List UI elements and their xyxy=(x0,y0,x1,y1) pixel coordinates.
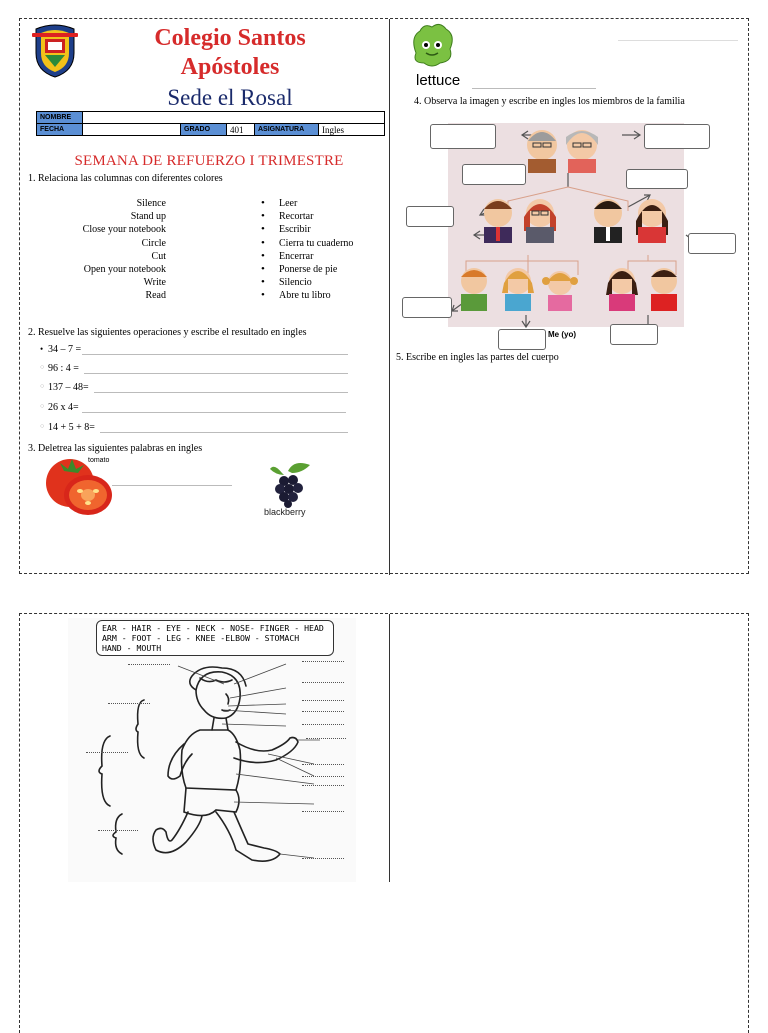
q1-left-item: Cut xyxy=(151,250,166,262)
body-answer-line[interactable] xyxy=(306,738,346,739)
body-words-line1: EAR - HAIR - EYE - NECK - NOSE- FINGER - HEAD xyxy=(102,623,324,633)
nombre-label: NOMBRE xyxy=(37,112,83,124)
bullet-icon: • xyxy=(40,344,44,354)
body-words-line3: HAND - MOUTH xyxy=(102,643,162,653)
family-answer-box[interactable] xyxy=(462,164,526,185)
grandparents-icon xyxy=(520,123,606,173)
bullet-icon: ○ xyxy=(40,363,45,371)
q1-left-column xyxy=(50,197,166,303)
q1-right-item: • Encerrar xyxy=(261,250,381,263)
week-heading: SEMANA DE REFUERZO I TRIMESTRE xyxy=(74,153,344,169)
worksheet-page-1 xyxy=(19,18,749,574)
q2-title: 2. Resuelve las siguientes operaciones y escribe el resultado en ingles xyxy=(28,327,307,338)
running-girl-drawing xyxy=(76,654,356,884)
lettuce-icon xyxy=(410,23,454,69)
q1-left-item: Close your notebook xyxy=(82,224,166,236)
body-answer-line[interactable] xyxy=(302,724,344,725)
bullet-icon: ○ xyxy=(40,382,45,390)
tomato-answer-line[interactable] xyxy=(112,485,232,486)
q1-right-column xyxy=(261,197,381,303)
school-name xyxy=(110,24,350,82)
q2-op: 14 + 5 + 8= xyxy=(48,422,95,433)
q2-answer-line[interactable] xyxy=(82,354,348,355)
family-answer-box[interactable] xyxy=(402,297,452,318)
lettuce-label: lettuce xyxy=(416,72,461,89)
q4-title: 4. Observa la imagen y escribe en ingles los miembros de la familia xyxy=(414,96,685,107)
q2-answer-line[interactable] xyxy=(100,432,348,433)
q2-op: 137 – 48= xyxy=(48,382,89,393)
tomato-icon xyxy=(42,455,114,517)
q1-right-item: • Silencio xyxy=(261,276,381,289)
school-crest-icon xyxy=(30,23,80,79)
q5-title: 5. Escribe en ingles las partes del cuerpo xyxy=(396,352,559,363)
blackberry-icon xyxy=(268,461,318,509)
body-answer-line[interactable] xyxy=(86,752,128,753)
q1-left-item: Silence xyxy=(136,198,166,209)
body-answer-line[interactable] xyxy=(302,858,344,859)
fecha-label: FECHA xyxy=(37,124,83,136)
q1-left-item: Open your notebook xyxy=(83,264,166,276)
parents-right-icon xyxy=(588,191,672,243)
body-answer-line[interactable] xyxy=(302,785,344,786)
grado-label: GRADO xyxy=(181,124,227,136)
asignatura-value: Ingles xyxy=(319,124,385,136)
body-words-box xyxy=(96,620,334,656)
nombre-field[interactable] xyxy=(83,112,385,124)
blackberry-label: blackberry xyxy=(264,507,306,517)
q2-answer-line[interactable] xyxy=(84,373,348,374)
column-divider xyxy=(389,19,390,575)
body-answer-line[interactable] xyxy=(108,703,150,704)
family-answer-box[interactable] xyxy=(610,324,658,345)
family-answer-box[interactable] xyxy=(430,124,496,149)
q2-answer-line[interactable] xyxy=(94,392,348,393)
family-answer-box[interactable] xyxy=(498,329,546,350)
body-answer-line[interactable] xyxy=(302,711,344,712)
body-words-line2: ARM - FOOT - LEG - KNEE -ELBOW - STOMACH xyxy=(102,633,300,643)
asignatura-label: ASIGNATURA xyxy=(255,124,319,136)
student-info-table xyxy=(36,111,385,136)
sede-title: Sede el Rosal xyxy=(167,85,293,110)
lettuce-answer-line[interactable] xyxy=(472,88,596,89)
family-answer-box[interactable] xyxy=(626,169,688,189)
q2-op: 34 – 7 = xyxy=(48,344,82,355)
tomato-label: tomato xyxy=(88,457,110,464)
worksheet-page-2 xyxy=(19,613,749,1033)
grado-value: 401 xyxy=(227,124,255,136)
school-name-line2: Apóstoles xyxy=(180,54,280,80)
fecha-field[interactable] xyxy=(83,124,181,136)
q3-title: 3. Deletrea las siguientes palabras en ingles xyxy=(28,443,203,454)
bullet-icon: ○ xyxy=(40,402,45,410)
body-answer-line[interactable] xyxy=(302,776,344,777)
body-answer-line[interactable] xyxy=(302,700,344,701)
family-answer-box[interactable] xyxy=(688,233,736,254)
q1-left-item: Stand up xyxy=(130,211,166,223)
q1-right-item: • Ponerse de pie xyxy=(261,263,381,276)
family-answer-box[interactable] xyxy=(644,124,710,149)
bullet-icon: ○ xyxy=(40,422,45,430)
q2-answer-line[interactable] xyxy=(82,412,346,413)
column-divider xyxy=(389,614,390,882)
header-line xyxy=(618,40,738,41)
q1-right-item: • Escribir xyxy=(261,223,381,236)
body-answer-line[interactable] xyxy=(302,661,344,662)
q2-op: 26 x 4= xyxy=(48,402,79,413)
body-answer-line[interactable] xyxy=(302,682,344,683)
family-answer-box[interactable] xyxy=(406,206,454,227)
body-answer-line[interactable] xyxy=(98,830,138,831)
q1-title: 1. Relaciona las columnas con diferentes colores xyxy=(28,173,223,184)
q1-right-item: • Leer xyxy=(261,197,381,210)
body-answer-line[interactable] xyxy=(302,811,344,812)
me-label: Me (yo) xyxy=(548,330,576,339)
children-icon xyxy=(454,259,684,311)
body-answer-line[interactable] xyxy=(302,764,344,765)
q1-left-item: Circle xyxy=(141,237,166,249)
q2-op: 96 : 4 = xyxy=(48,363,79,374)
q1-right-item: • Cierra tu cuaderno xyxy=(261,237,381,250)
q1-left-item: Write xyxy=(143,277,166,289)
body-answer-line[interactable] xyxy=(128,664,170,665)
parents-left-icon xyxy=(480,191,560,243)
q1-right-item: • Recortar xyxy=(261,210,381,223)
school-name-line1: Colegio Santos xyxy=(154,25,306,51)
q1-left-item: Read xyxy=(145,290,166,302)
q1-right-item: • Abre tu libro xyxy=(261,289,381,302)
